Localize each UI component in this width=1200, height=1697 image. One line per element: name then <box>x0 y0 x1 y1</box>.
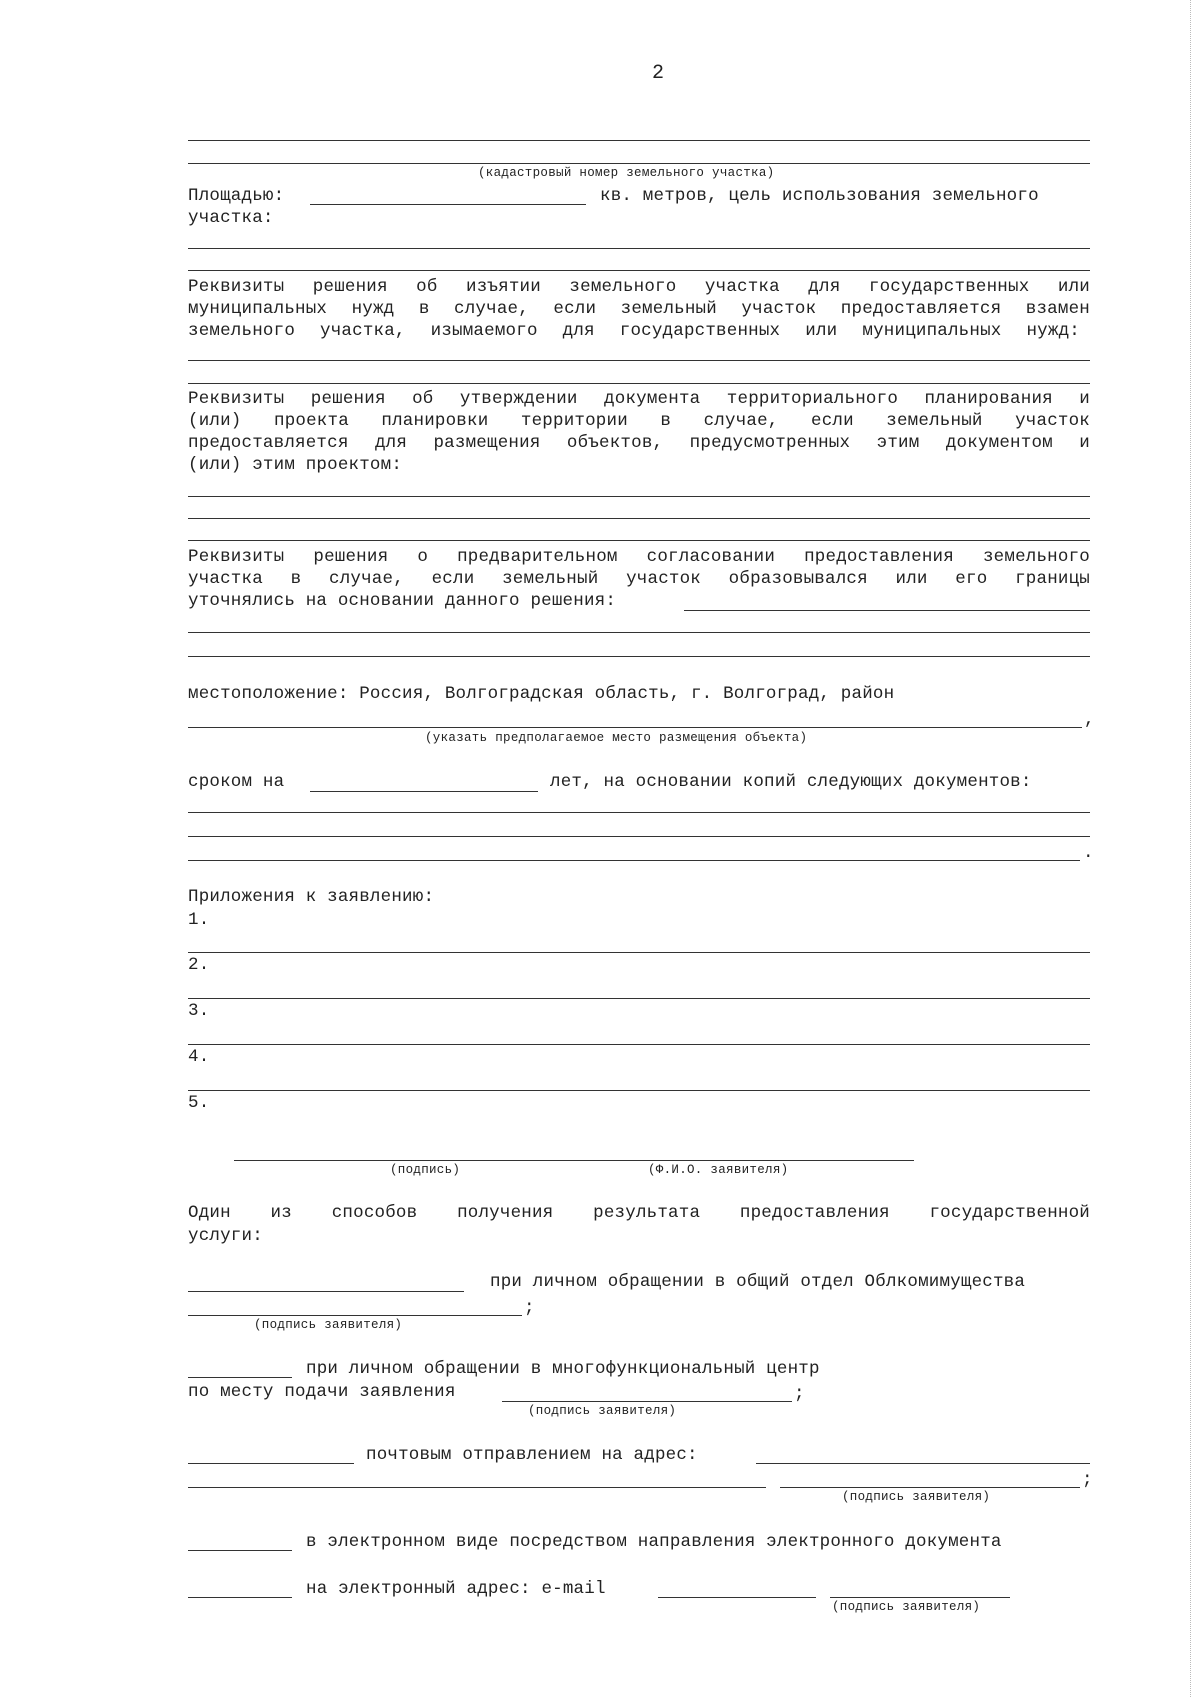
planning-text-line-4: (или) этим проектом: <box>188 455 403 475</box>
area-after-text: кв. метров, цель использования земельного <box>600 186 1039 206</box>
mfc-sign-field[interactable] <box>502 1401 792 1402</box>
electronic-sign-field[interactable] <box>830 1597 1010 1598</box>
attachment-number-4: 4. <box>188 1047 210 1067</box>
attachment-line-2[interactable] <box>188 998 1090 999</box>
attachment-line-4[interactable] <box>188 1090 1090 1091</box>
cadastral-line-2[interactable] <box>188 163 1090 164</box>
area-field[interactable] <box>310 204 586 205</box>
attachment-number-5: 5. <box>188 1093 210 1113</box>
page-number: 2 <box>652 62 665 85</box>
cadastral-line-1[interactable] <box>188 140 1090 141</box>
preliminary-text-line-1: Реквизиты решения о предварительном согласовании предоставления земельного <box>188 547 1090 567</box>
electronic-option-text: в электронном виде посредством направления электронного документа <box>306 1532 1002 1552</box>
seizure-text-line-1: Реквизиты решения об изъятии земельного участка для государственных или <box>188 277 1090 297</box>
documents-line-1[interactable] <box>188 812 1090 813</box>
preliminary-line-2[interactable] <box>188 656 1090 657</box>
signature-caption: (подпись) <box>390 1163 461 1177</box>
personal-sign-field-2[interactable] <box>188 1315 522 1316</box>
result-intro-line-2: услуги: <box>188 1226 263 1246</box>
planning-text-line-3: предоставляется для размещения объектов, предусмотренных этим документом и <box>188 433 1090 453</box>
electronic-caption: (подпись заявителя) <box>832 1600 981 1614</box>
mfc-option-line-2: по месту подачи заявления <box>188 1382 456 1402</box>
planning-text-line-2: (или) проекта планировки территории в случае, если земельный участок <box>188 411 1090 431</box>
seizure-text-line-3: земельного участка, изымаемого для государственных или муниципальных нужд: <box>188 321 1080 341</box>
personal-option-text: при личном обращении в общий отдел Облкомимущества <box>490 1272 1026 1292</box>
email-address-field[interactable] <box>658 1597 816 1598</box>
post-semicolon: ; <box>1082 1470 1093 1490</box>
location-field[interactable] <box>188 727 1082 728</box>
page-edge <box>1190 0 1191 1697</box>
post-address-field-2[interactable] <box>188 1487 766 1488</box>
cadastral-caption: (кадастровый номер земельного участка) <box>478 166 775 180</box>
mfc-caption: (подпись заявителя) <box>528 1404 677 1418</box>
purpose-line-2[interactable] <box>188 270 1090 271</box>
location-text: местоположение: Россия, Волгоградская область, г. Волгоград, район <box>188 684 895 704</box>
email-option-text: на электронный адрес: e-mail <box>306 1579 606 1599</box>
planning-line-3[interactable] <box>188 540 1090 541</box>
personal-semicolon: ; <box>524 1298 535 1318</box>
preliminary-field[interactable] <box>684 610 1090 611</box>
personal-caption: (подпись заявителя) <box>254 1318 403 1332</box>
term-after: лет, на основании копий следующих документов: <box>550 772 1032 792</box>
documents-period: . <box>1083 843 1094 863</box>
result-intro-line-1: Один из способов получения результата предоставления государственной <box>188 1203 1090 1223</box>
mfc-option-line-1: при личном обращении в многофункциональный центр <box>306 1359 820 1379</box>
attachment-number-1: 1. <box>188 910 210 930</box>
email-check-field[interactable] <box>188 1597 292 1598</box>
post-caption: (подпись заявителя) <box>842 1490 991 1504</box>
applicant-name-caption: (Ф.И.О. заявителя) <box>648 1163 789 1177</box>
planning-text-line-1: Реквизиты решения об утверждении документа территориального планирования и <box>188 389 1090 409</box>
location-caption: (указать предполагаемое место размещения объекта) <box>425 731 808 745</box>
mfc-semicolon: ; <box>794 1384 805 1404</box>
term-field[interactable] <box>310 791 538 792</box>
preliminary-line-1[interactable] <box>188 632 1090 633</box>
personal-sign-field[interactable] <box>188 1291 464 1292</box>
post-sign-field[interactable] <box>780 1487 1080 1488</box>
post-check-field[interactable] <box>188 1463 354 1464</box>
post-option-text: почтовым отправлением на адрес: <box>366 1445 698 1465</box>
preliminary-text-line-3: уточнялись на основании данного решения: <box>188 591 617 611</box>
seizure-line-1[interactable] <box>188 360 1090 361</box>
signature-line[interactable] <box>234 1160 914 1161</box>
planning-line-1[interactable] <box>188 496 1090 497</box>
post-address-field[interactable] <box>756 1463 1090 1464</box>
documents-line-3[interactable] <box>188 860 1080 861</box>
electronic-check-field[interactable] <box>188 1550 292 1551</box>
location-comma: , <box>1084 710 1095 730</box>
attachment-line-3[interactable] <box>188 1044 1090 1045</box>
attachment-number-2: 2. <box>188 955 210 975</box>
seizure-text-line-2: муниципальных нужд в случае, если земельный участок предоставляется взамен <box>188 299 1090 319</box>
attachments-title: Приложения к заявлению: <box>188 887 435 907</box>
attachment-number-3: 3. <box>188 1001 210 1021</box>
seizure-line-2[interactable] <box>188 383 1090 384</box>
term-label: сроком на <box>188 772 285 792</box>
preliminary-text-line-2: участка в случае, если земельный участок образовывался или его границы <box>188 569 1090 589</box>
mfc-check-field[interactable] <box>188 1377 292 1378</box>
attachment-line-1[interactable] <box>188 952 1090 953</box>
area-label: Площадью: <box>188 186 285 206</box>
documents-line-2[interactable] <box>188 836 1090 837</box>
planning-line-2[interactable] <box>188 518 1090 519</box>
area-continuation: участка: <box>188 208 274 228</box>
purpose-line-1[interactable] <box>188 248 1090 249</box>
